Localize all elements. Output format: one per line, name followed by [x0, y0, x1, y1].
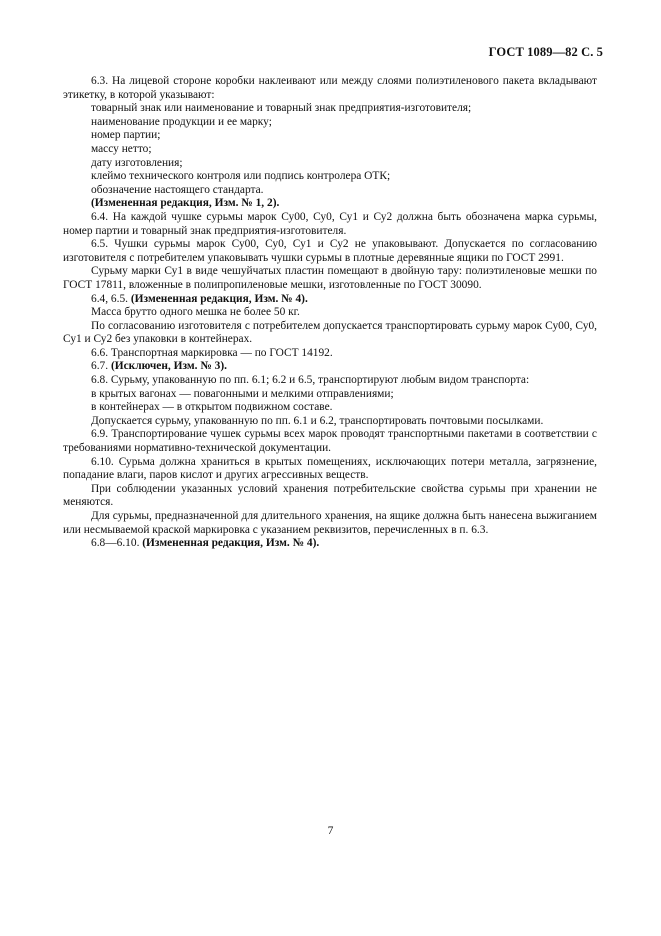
paragraph-6-10: 6.10. Сурьма должна храниться в крытых помещениях, исключающих потери металла, загрязнение, попадание влаги, паров кислот и других агрессивных веществ. — [63, 455, 597, 482]
document-body — [63, 75, 597, 551]
paragraph-6-9: 6.9. Транспортирование чушек сурьмы всех марок проводят транспортными пакетами в соответствии с требованиями нормативно-технической документации. — [63, 428, 597, 455]
list-item-containers: в контейнерах — в открытом подвижном составе. — [91, 401, 333, 414]
list-item-product-name: наименование продукции и ее марку; — [91, 115, 272, 128]
amendment-ref: 6.8—6.10. — [91, 537, 143, 550]
list-item-covered-wagons: в крытых вагонах — повагонными и мелкими отправлениями; — [91, 387, 394, 400]
page-header: ГОСТ 1089—82 С. 5 — [488, 45, 603, 59]
paragraph-container-transport: По согласованию изготовителя с потребителем допускается транспортировать сурьму марок Су00, Су0, Су1 и Су2 без упаковки в контейнерах. — [63, 319, 597, 346]
list-item-inspection-stamp: клеймо технического контроля или подпись контролера ОТК; — [91, 170, 391, 183]
paragraph-6-3: 6.3. На лицевой стороне коробки наклеивают или между слоями полиэтиленового пакета вкладывают этикетку, в которой указывают: — [63, 75, 597, 101]
list-item-manufacture-date: дату изготовления; — [91, 156, 183, 169]
amendment-note-1-2: (Измененная редакция, Изм. № 1, 2). — [91, 197, 280, 210]
list-item-standard-designation: обозначение настоящего стандарта. — [91, 183, 264, 196]
excluded-label: (Исключен, Изм. № 3). — [110, 360, 227, 373]
paragraph-6-5: 6.5. Чушки сурьмы марок Су00, Су0, Су1 и Су2 не упаковывают. Допускается по согласованию изготовителя с потребителем упаковывать чушки сурьмы в плотные деревянные ящики по ГОСТ 2991. — [63, 238, 597, 264]
amendment-note-6-4-6-5 — [63, 293, 597, 307]
paragraph-long-term-storage: Для сурьмы, предназначенной для длительного хранения, на ящике должна быть нанесена выжиганием или несмываемой краской маркировка с указанием реквизитов, перечисленных в п. 6.3. — [63, 510, 597, 536]
paragraph-gross-mass: Масса брутто одного мешка не более 50 кг. — [91, 306, 300, 319]
paragraph-ref: 6.7. — [91, 360, 111, 373]
list-item-batch-number: номер партии; — [91, 129, 161, 142]
amendment-ref: 6.4, 6.5. — [91, 292, 131, 305]
paragraph-postal-parcels: Допускается сурьму, упакованную по пп. 6.1 и 6.2, транспортировать почтовыми посылками. — [91, 414, 544, 427]
amendment-label: (Измененная редакция, Изм. № 4). — [130, 292, 308, 305]
paragraph-6-4: 6.4. На каждой чушке сурьмы марок Су00, Су0, Су1 и Су2 должна быть обозначена марка сурьмы, номер партии и товарный знак предприятия-изготовителя. — [63, 210, 597, 237]
amendment-note-6-8-6-10 — [63, 537, 597, 551]
paragraph-6-7 — [63, 360, 597, 374]
paragraph-storage-properties: При соблюдении указанных условий хранения потребительские свойства сурьмы при хранении не меняются. — [63, 482, 597, 509]
list-item-trademark: товарный знак или наименование и товарный знак предприятия-изготовителя; — [91, 102, 472, 115]
amendment-label: (Измененная редакция, Изм. № 4). — [142, 537, 320, 550]
paragraph-6-8: 6.8. Сурьму, упакованную по пп. 6.1; 6.2 и 6.5, транспортируют любым видом транспорта: — [91, 374, 530, 387]
list-item-net-mass: массу нетто; — [91, 142, 152, 155]
paragraph-su1-packaging: Сурьму марки Су1 в виде чешуйчатых пластин помещают в двойную тару: полиэтиленовые мешки по ГОСТ 17811, вложенные в полипропиленовые мешки, изготовленные по ГОСТ 30090. — [63, 265, 597, 291]
paragraph-6-6: 6.6. Транспортная маркировка — по ГОСТ 14192. — [91, 346, 333, 359]
page-number: 7 — [327, 825, 334, 837]
